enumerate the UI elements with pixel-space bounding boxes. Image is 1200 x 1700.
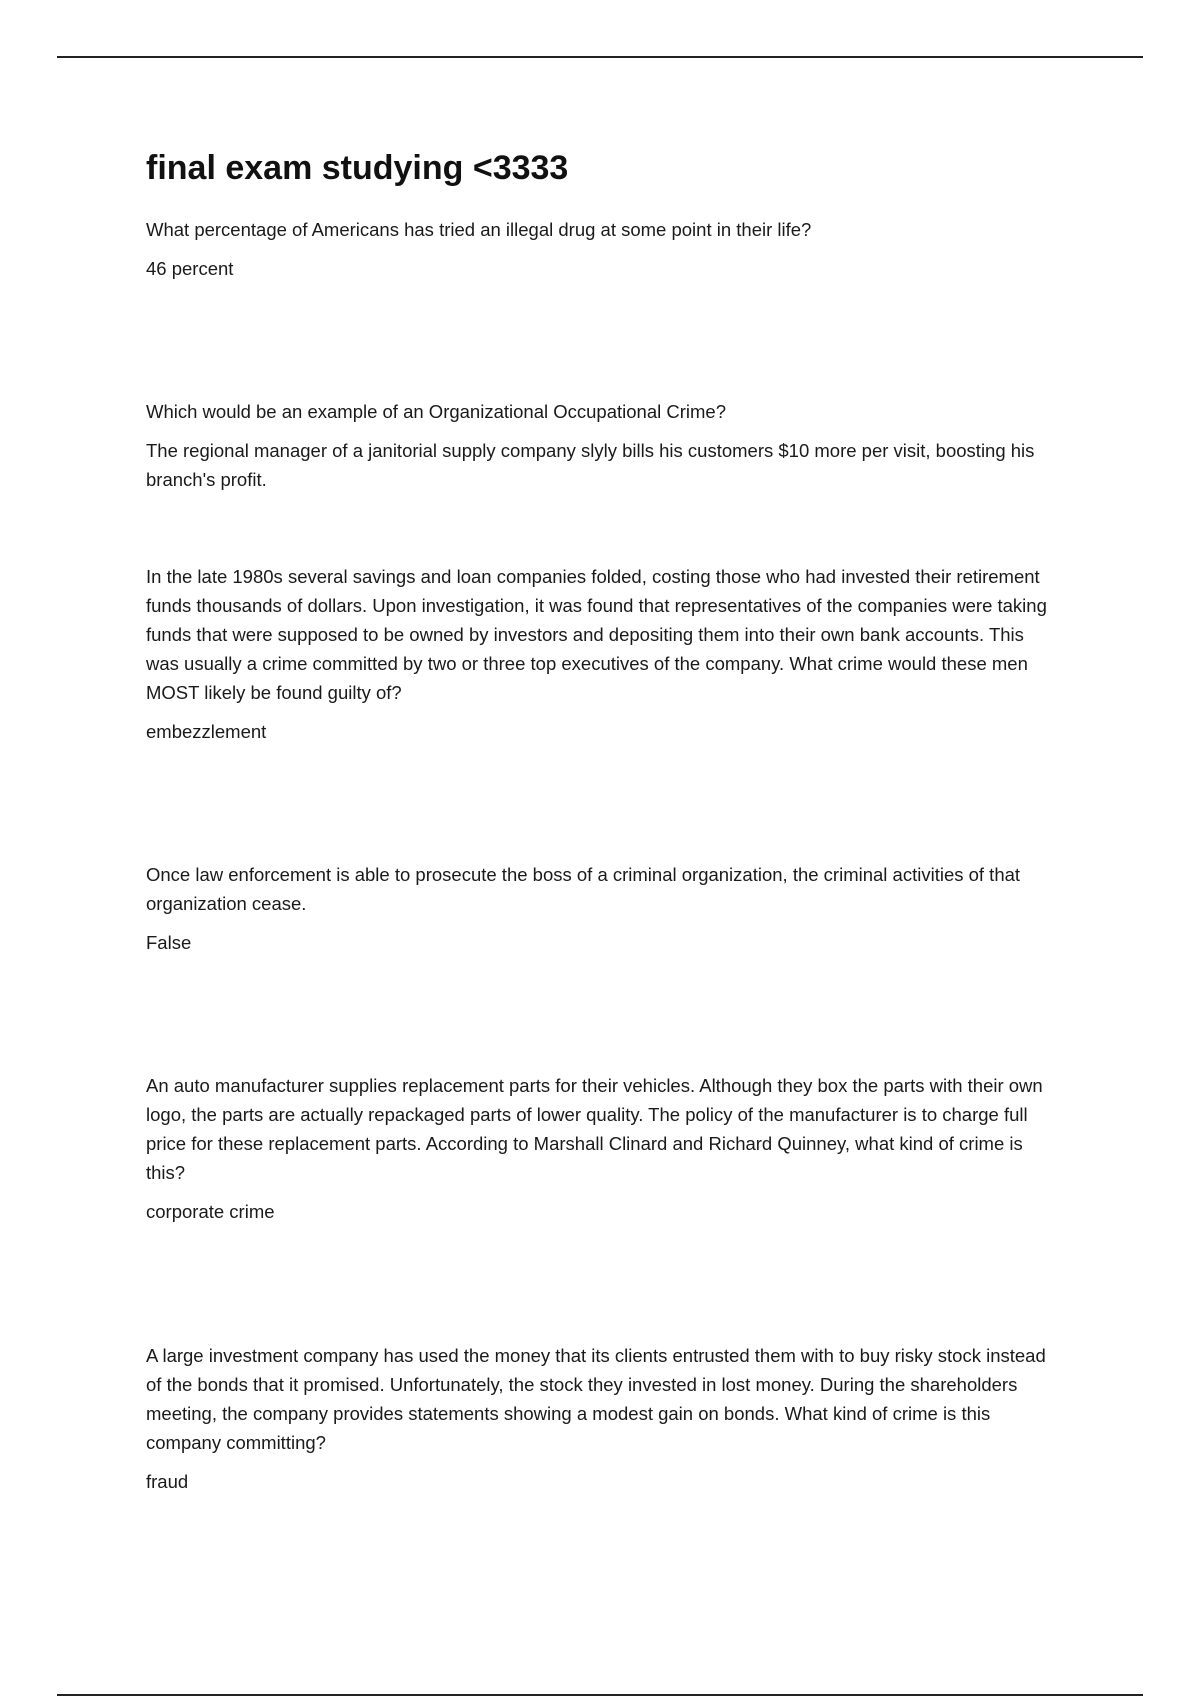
page-title: final exam studying <3333	[146, 149, 569, 187]
flashcard	[146, 562, 1061, 746]
flashcard	[146, 860, 1061, 957]
answer-text: corporate crime	[146, 1201, 275, 1222]
flashcard	[146, 1071, 1061, 1226]
question-text: A large investment company has used the money that its clients entrusted them with to buy risky stock instead of the bonds that it promised. Unfortunately, the stock they invested in lost money. During the shareholders meeting, the company provides statements showing a modest gain on bonds. What kind of crime is this company committing?	[146, 1345, 1046, 1453]
question-text: Which would be an example of an Organizational Occupational Crime?	[146, 401, 726, 422]
answer-text: 46 percent	[146, 258, 234, 279]
answer-text: fraud	[146, 1471, 189, 1492]
question-text: Once law enforcement is able to prosecute the boss of a criminal organization, the criminal activities of that organization cease.	[146, 864, 1021, 914]
answer-text: The regional manager of a janitorial supply company slyly bills his customers $10 more per visit, boosting his branch's profit.	[146, 440, 1035, 490]
question-text: What percentage of Americans has tried an illegal drug at some point in their life?	[146, 219, 812, 240]
flashcard	[146, 397, 1061, 494]
question-text: In the late 1980s several savings and loan companies folded, costing those who had invested their retirement funds thousands of dollars. Upon investigation, it was found that representatives of the companies were taking funds that were supposed to be owned by investors and depositing them into their own bank accounts. This was usually a crime committed by two or three top executives of the company. What crime would these men MOST likely be found guilty of?	[146, 566, 1047, 703]
top-divider	[57, 56, 1143, 58]
flashcard	[146, 215, 1061, 283]
answer-text: embezzlement	[146, 721, 267, 742]
bottom-divider	[57, 1694, 1143, 1696]
question-text: An auto manufacturer supplies replacement parts for their vehicles. Although they box the parts with their own logo, the parts are actually repackaged parts of lower quality. The policy of the manufacturer is to charge full price for these replacement parts. According to Marshall Clinard and Richard Quinney, what kind of crime is this?	[146, 1075, 1043, 1183]
answer-text: False	[146, 932, 192, 953]
flashcard	[146, 1341, 1061, 1496]
